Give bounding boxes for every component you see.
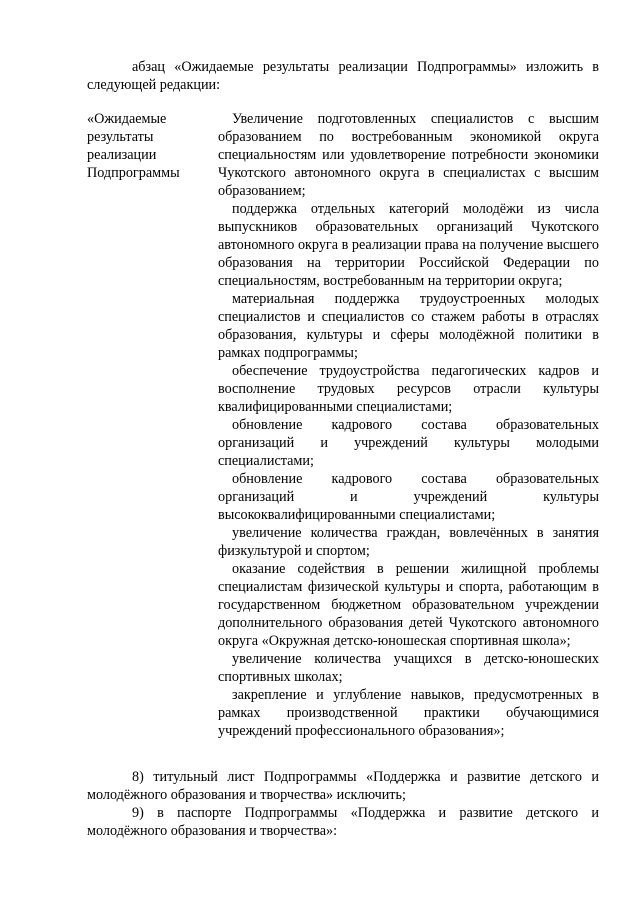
section-label-line: «Ожидаемые	[87, 111, 167, 127]
result-item: оказание содействия в решении жилищной проблемы специалистам физической культуры и спорта, работающим в государственном бюджетном образовательном учреждении дополнительного образования детей Чукотского автономного округа «Окружная детско-юношеская спортивная школа»;	[218, 561, 599, 649]
section-label-line: результаты	[87, 129, 154, 145]
result-item: обновление кадрового состава образовательных организаций и учреждений культуры молодыми специалистами;	[218, 417, 599, 469]
intro-text: абзац «Ожидаемые результаты реализации Подпрограммы» изложить в следующей редакции:	[87, 59, 599, 93]
point-8-text: 8) титульный лист Подпрограммы «Поддержка и развитие детского и молодёжного образования и творчества» исключить;	[87, 769, 599, 803]
section-label-line: Подпрограммы	[87, 165, 180, 181]
result-item: увеличение количества граждан, вовлечённых в занятия физкультурой и спортом;	[218, 525, 599, 559]
result-item: закрепление и углубление навыков, предусмотренных в рамках производственной практики обучающимися учреждений профессионального образования»;	[218, 687, 599, 739]
section-label-line: реализации	[87, 147, 157, 163]
result-item: обновление кадрового состава образовательных организаций и учреждений культуры высококвалифицированными специалистами;	[218, 471, 599, 523]
section-label-cell	[87, 110, 212, 182]
point-9-text: 9) в паспорте Подпрограммы «Поддержка и развитие детского и молодёжного образования и творчества»:	[87, 805, 599, 839]
point-8-paragraph	[87, 768, 599, 804]
expected-results-cell	[218, 110, 599, 740]
point-9-paragraph	[87, 804, 599, 840]
result-item: обеспечение трудоустройства педагогических кадров и восполнение трудовых ресурсов отрасли культуры квалифицированными специалистами;	[218, 363, 599, 415]
result-item: Увеличение подготовленных специалистов с высшим образованием по востребованным экономикой округа специальностям или удовлетворение потребности экономики Чукотского автономного округа в специалистах с высшим образованием;	[218, 111, 599, 199]
intro-paragraph	[87, 58, 599, 94]
result-item: материальная поддержка трудоустроенных молодых специалистов и специалистов со стажем работы в отраслях образования, культуры и сферы молодёжной политики в рамках подпрограммы;	[218, 291, 599, 361]
result-item: поддержка отдельных категорий молодёжи из числа выпускников образовательных организаций Чукотского автономного округа в реализации права на получение высшего образования на территории Российской Федерации по специальностям, востребованным на территории округа;	[218, 201, 599, 289]
result-item: увеличение количества учащихся в детско-юношеских спортивных школах;	[218, 651, 599, 685]
